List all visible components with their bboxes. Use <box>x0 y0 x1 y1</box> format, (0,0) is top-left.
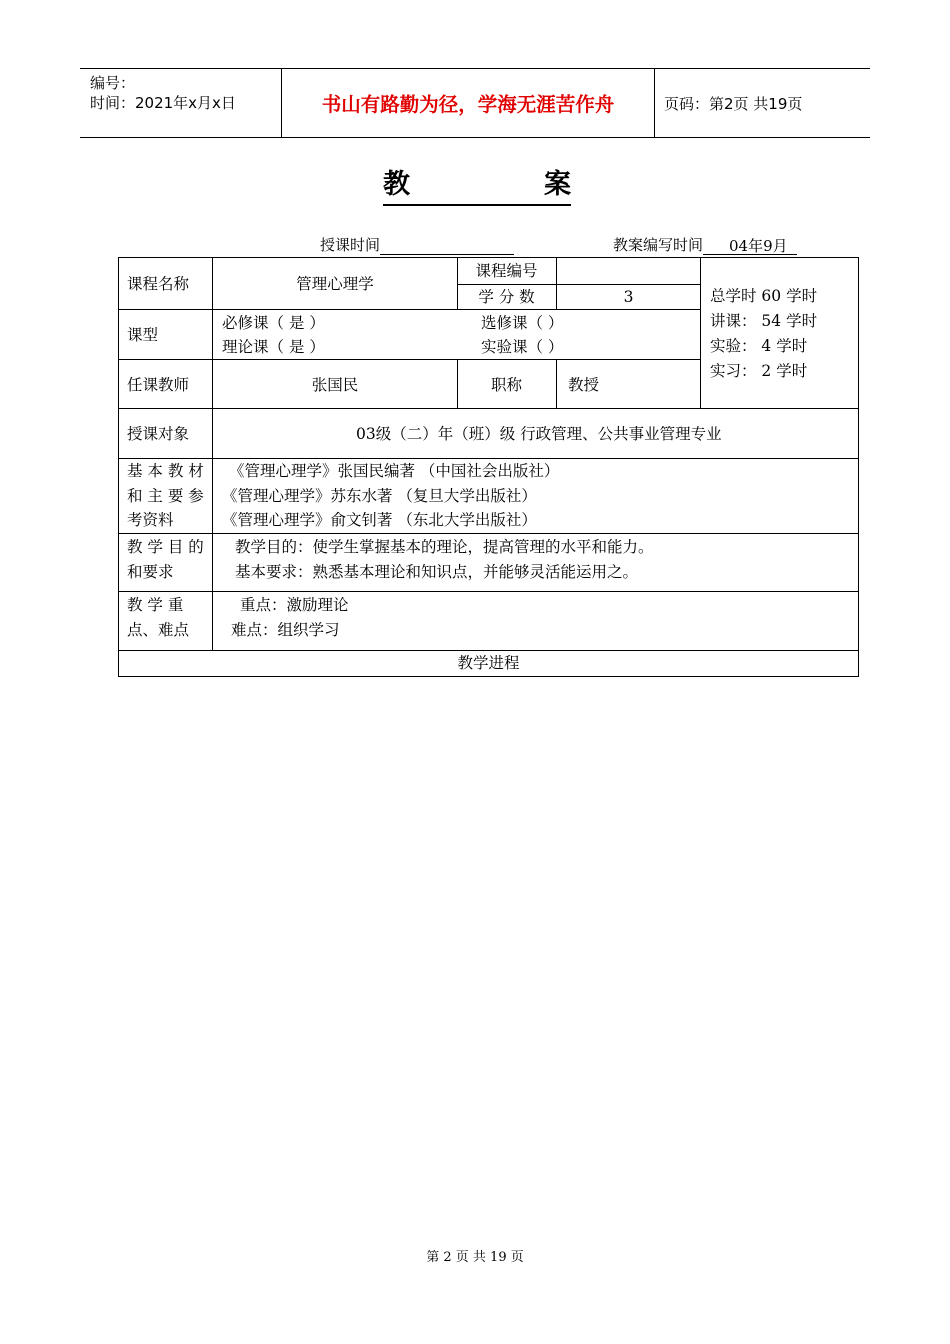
table-rule <box>118 359 701 360</box>
hours-practice: 实习： 2 学时 <box>710 362 808 380</box>
table-rule <box>700 257 701 409</box>
type-required: 必修课（ 是 ） <box>222 314 325 332</box>
course-name-value: 管理心理学 <box>296 275 374 293</box>
teacher-label: 任课教师 <box>127 376 190 394</box>
goal-requirement: 基本要求：熟悉基本理论和知识点，并能够灵活能运用之。 <box>235 563 639 581</box>
materials-label-line-1: 基 本 教 材 <box>127 462 204 480</box>
credits-value: 3 <box>623 288 634 306</box>
goals-label-line-1: 教 学 目 的 <box>127 538 204 556</box>
table-rule <box>118 408 859 409</box>
type-elective: 选修课（ ） <box>481 314 564 332</box>
focus-label-line-2: 点、难点 <box>127 621 190 639</box>
audience-value: 03级（二）年（班）级 行政管理、公共事业管理专业 <box>356 425 722 443</box>
job-title-value: 教授 <box>568 376 600 394</box>
type-theory: 理论课（ 是 ） <box>222 338 325 356</box>
course-name-label: 课程名称 <box>127 275 190 293</box>
table-rule <box>118 257 859 258</box>
audience-label: 授课对象 <box>127 425 190 443</box>
focus-key-point: 重点：激励理论 <box>240 596 349 614</box>
job-title-label: 职称 <box>490 376 522 394</box>
goal-purpose: 教学目的：使学生掌握基本的理论，提高管理的水平和能力。 <box>235 538 654 556</box>
table-rule <box>118 533 859 534</box>
header-motto: 书山有路勤为径，学海无涯苦作舟 <box>281 69 655 137</box>
credits-label: 学 分 数 <box>478 288 535 306</box>
materials-label-line-2: 和 主 要 参 <box>127 487 204 505</box>
hours-experiment: 实验： 4 学时 <box>710 337 808 355</box>
material-item: 《管理心理学》苏东水著 （复旦大学出版社） <box>222 487 537 505</box>
teaching-progress-label: 教学进程 <box>457 654 520 672</box>
doc-number-label: 编号： <box>90 74 136 92</box>
materials-label-line-3: 考资料 <box>127 511 174 529</box>
table-rule <box>118 591 859 592</box>
write-time-value: 04年9月 <box>729 237 788 255</box>
course-type-label: 课型 <box>127 326 159 344</box>
material-item: 《管理心理学》张国民编著 （中国社会出版社） <box>229 462 560 480</box>
table-rule <box>556 359 557 409</box>
title-char-1: 教 <box>383 169 410 200</box>
title-char-2: 案 <box>544 169 571 200</box>
page-footer: 第 2 页 共 19 页 <box>426 1250 524 1265</box>
write-time-label: 教案编写时间 <box>613 236 704 254</box>
type-lab: 实验课（ ） <box>481 338 564 356</box>
teacher-value: 张国民 <box>311 376 359 394</box>
course-code-label: 课程编号 <box>475 262 538 280</box>
table-rule <box>118 257 119 677</box>
teach-time-label: 授课时间 <box>320 236 381 254</box>
doc-time-label: 时间：2021年x月x日 <box>90 94 236 112</box>
hours-lecture: 讲课： 54 学时 <box>710 312 818 330</box>
material-item: 《管理心理学》俞文钊著 （东北大学出版社） <box>222 511 537 529</box>
hours-total: 总学时 60 学时 <box>710 287 818 305</box>
header-page-info: 页码：第2页 共19页 <box>664 94 803 113</box>
goals-label-line-2: 和要求 <box>127 563 174 581</box>
table-rule <box>858 257 859 677</box>
focus-label-line-1: 教 学 重 <box>127 596 184 614</box>
focus-difficult-point: 难点：组织学习 <box>231 621 340 639</box>
table-rule <box>118 676 859 677</box>
table-rule <box>212 257 213 651</box>
